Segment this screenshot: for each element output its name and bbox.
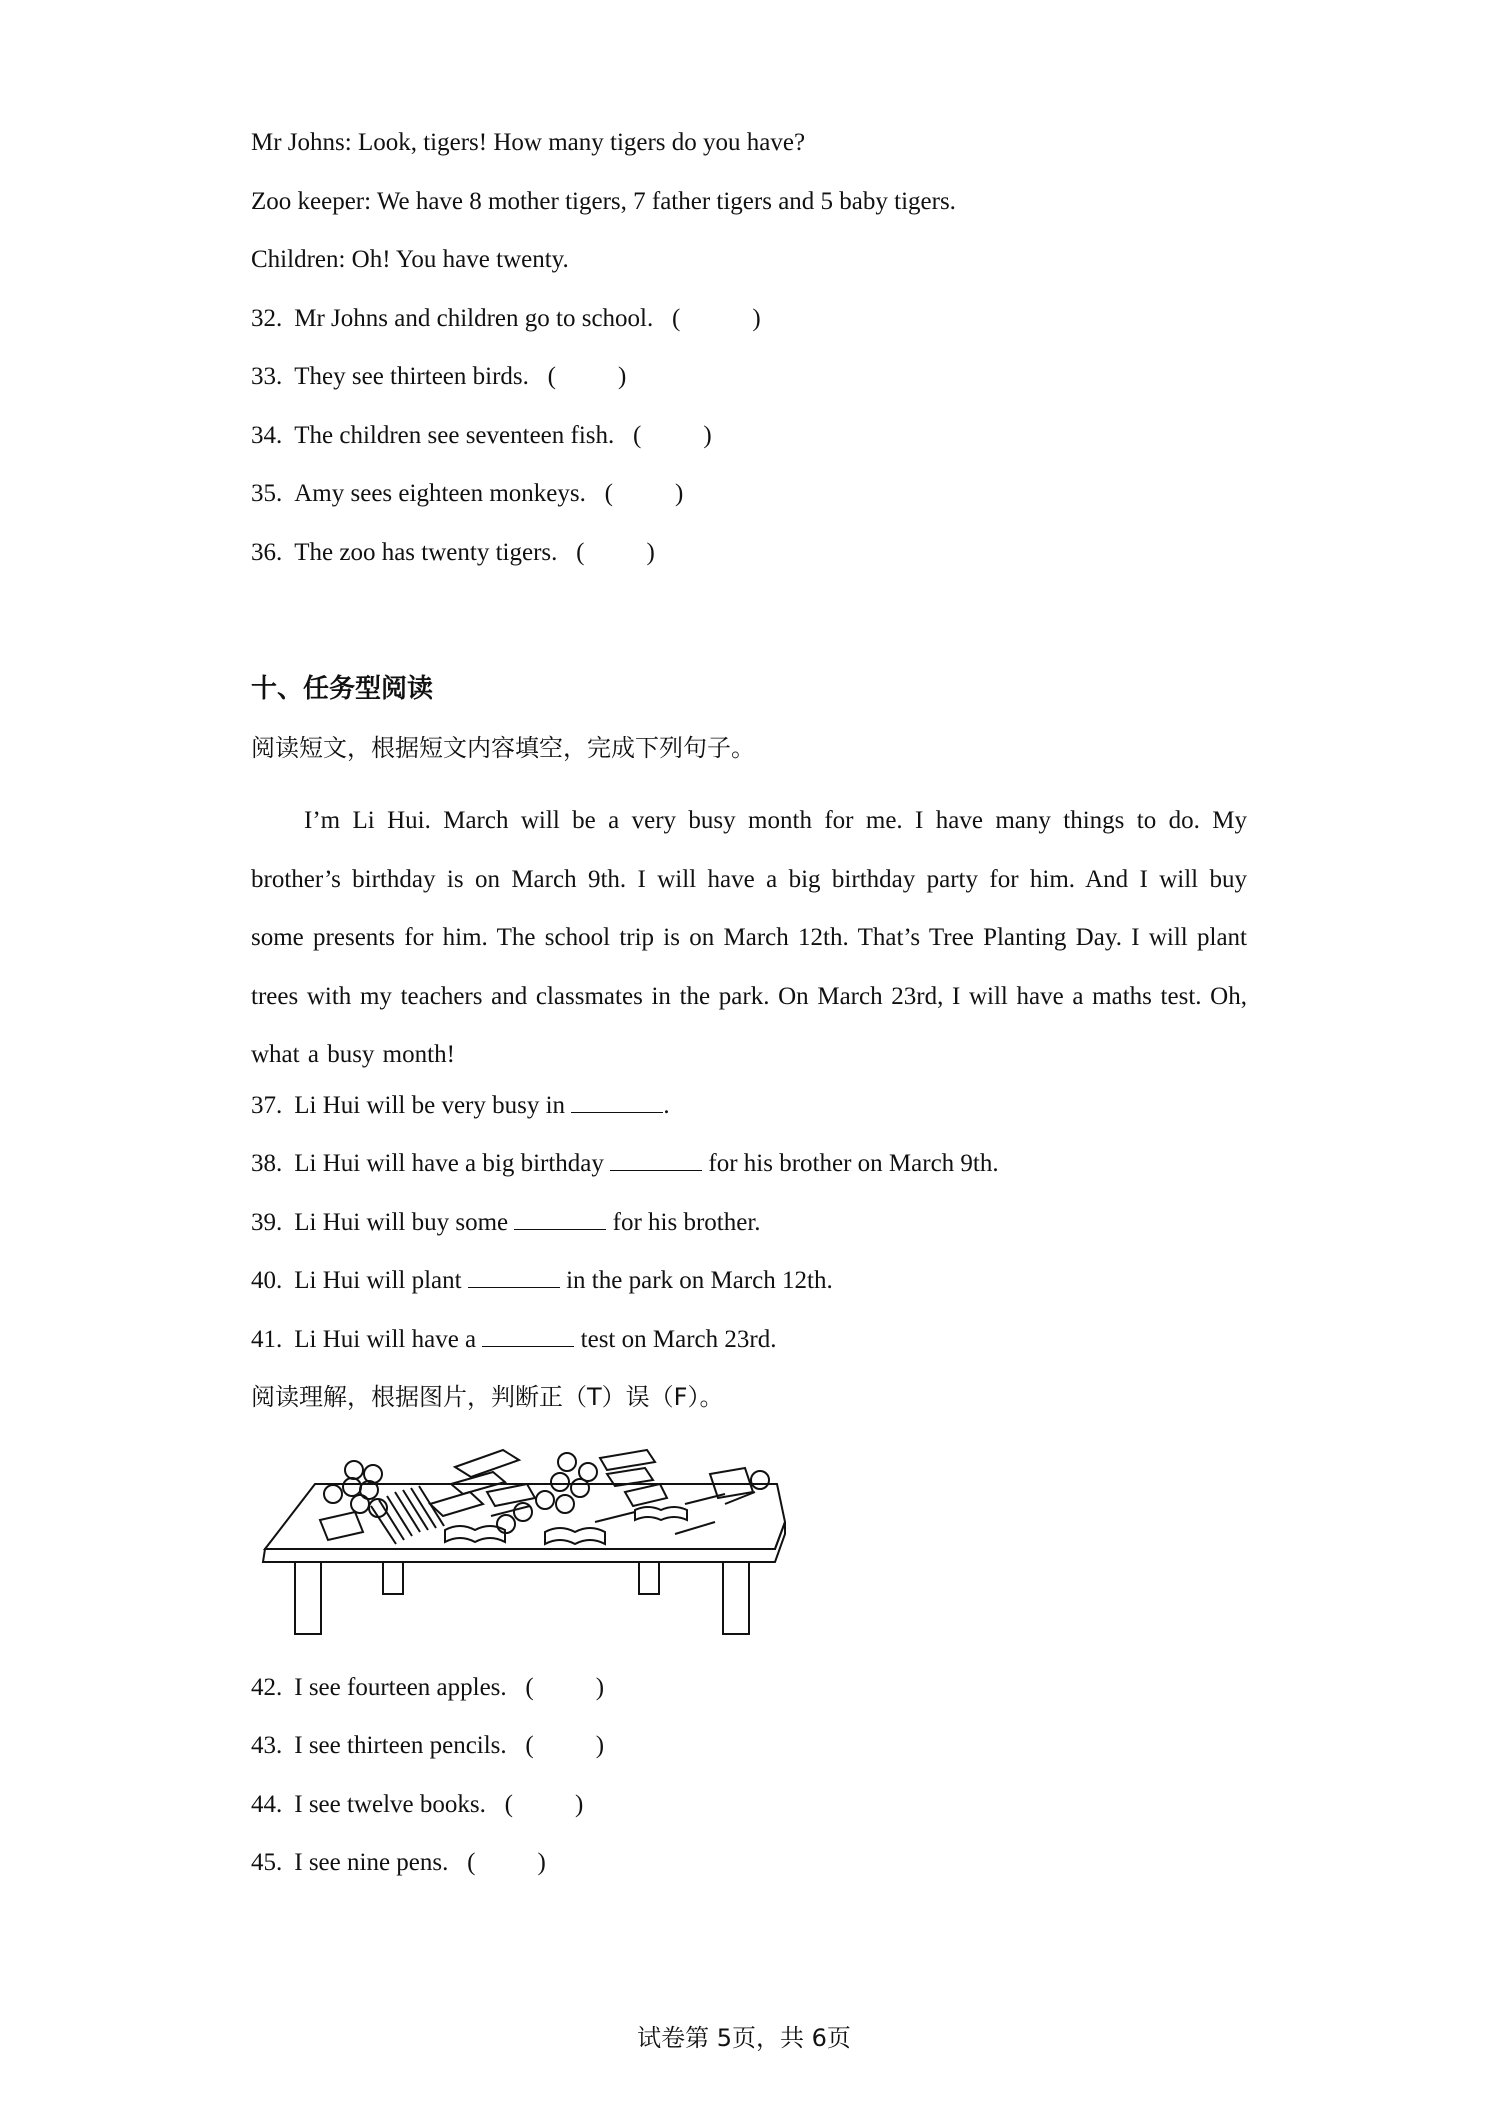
dialogue-line-2: Zoo keeper: We have 8 mother tigers, 7 father tigers and 5 baby tigers. bbox=[251, 188, 956, 215]
reading-passage: I’m Li Hui. March will be a very busy month for me. I have many things to do. My brother’s birthday is on March 9th. I will have a big birthday party for him. And I will buy some presents for him. The school trip is on March 12th. That’s Tree Planting Day. I will plant trees with my teachers and classmates in the park. On March 23rd, I will have a maths test. Oh, what a busy month! bbox=[251, 807, 1247, 1068]
question-32: 32. Mr Johns and children go to school. ( ) bbox=[251, 305, 761, 332]
fill-blank[interactable] bbox=[610, 1148, 702, 1171]
question-33: 33. They see thirteen birds. ( ) bbox=[251, 363, 627, 390]
fill-blank[interactable] bbox=[514, 1207, 606, 1230]
fill-blank[interactable] bbox=[571, 1090, 663, 1113]
question-45: 45. I see nine pens. ( ) bbox=[251, 1849, 546, 1876]
dialogue-line-3: Children: Oh! You have twenty. bbox=[251, 246, 569, 273]
question-42: 42. I see fourteen apples. ( ) bbox=[251, 1674, 605, 1701]
question-39: 39. Li Hui will buy some for his brother. bbox=[251, 1209, 761, 1236]
fill-blank[interactable] bbox=[482, 1324, 574, 1347]
section-title: 十、任务型阅读 bbox=[251, 674, 434, 704]
dialogue-line-1: Mr Johns: Look, tigers! How many tigers do you have? bbox=[251, 129, 806, 156]
table-illustration bbox=[255, 1432, 795, 1654]
question-41: 41. Li Hui will have a test on March 23rd. bbox=[251, 1326, 777, 1353]
question-38: 38. Li Hui will have a big birthday for his brother on March 9th. bbox=[251, 1150, 999, 1177]
section-instruction: 阅读短文，根据短文内容填空，完成下列句子。 bbox=[251, 734, 755, 762]
question-35: 35. Amy sees eighteen monkeys. ( ) bbox=[251, 480, 684, 507]
question-36: 36. The zoo has twenty tigers. ( ) bbox=[251, 539, 655, 566]
question-44: 44. I see twelve books. ( ) bbox=[251, 1791, 584, 1818]
question-34: 34. The children see seventeen fish. ( ) bbox=[251, 422, 712, 449]
reading-instruction: 阅读理解，根据图片，判断正（T）误（F）。 bbox=[251, 1383, 724, 1411]
question-40: 40. Li Hui will plant in the park on March 12th. bbox=[251, 1267, 833, 1294]
page-footer: 试卷第 5页，共 6页 bbox=[637, 2024, 851, 2052]
question-43: 43. I see thirteen pencils. ( ) bbox=[251, 1732, 605, 1759]
question-37: 37. Li Hui will be very busy in . bbox=[251, 1092, 670, 1119]
fill-blank[interactable] bbox=[468, 1265, 560, 1288]
